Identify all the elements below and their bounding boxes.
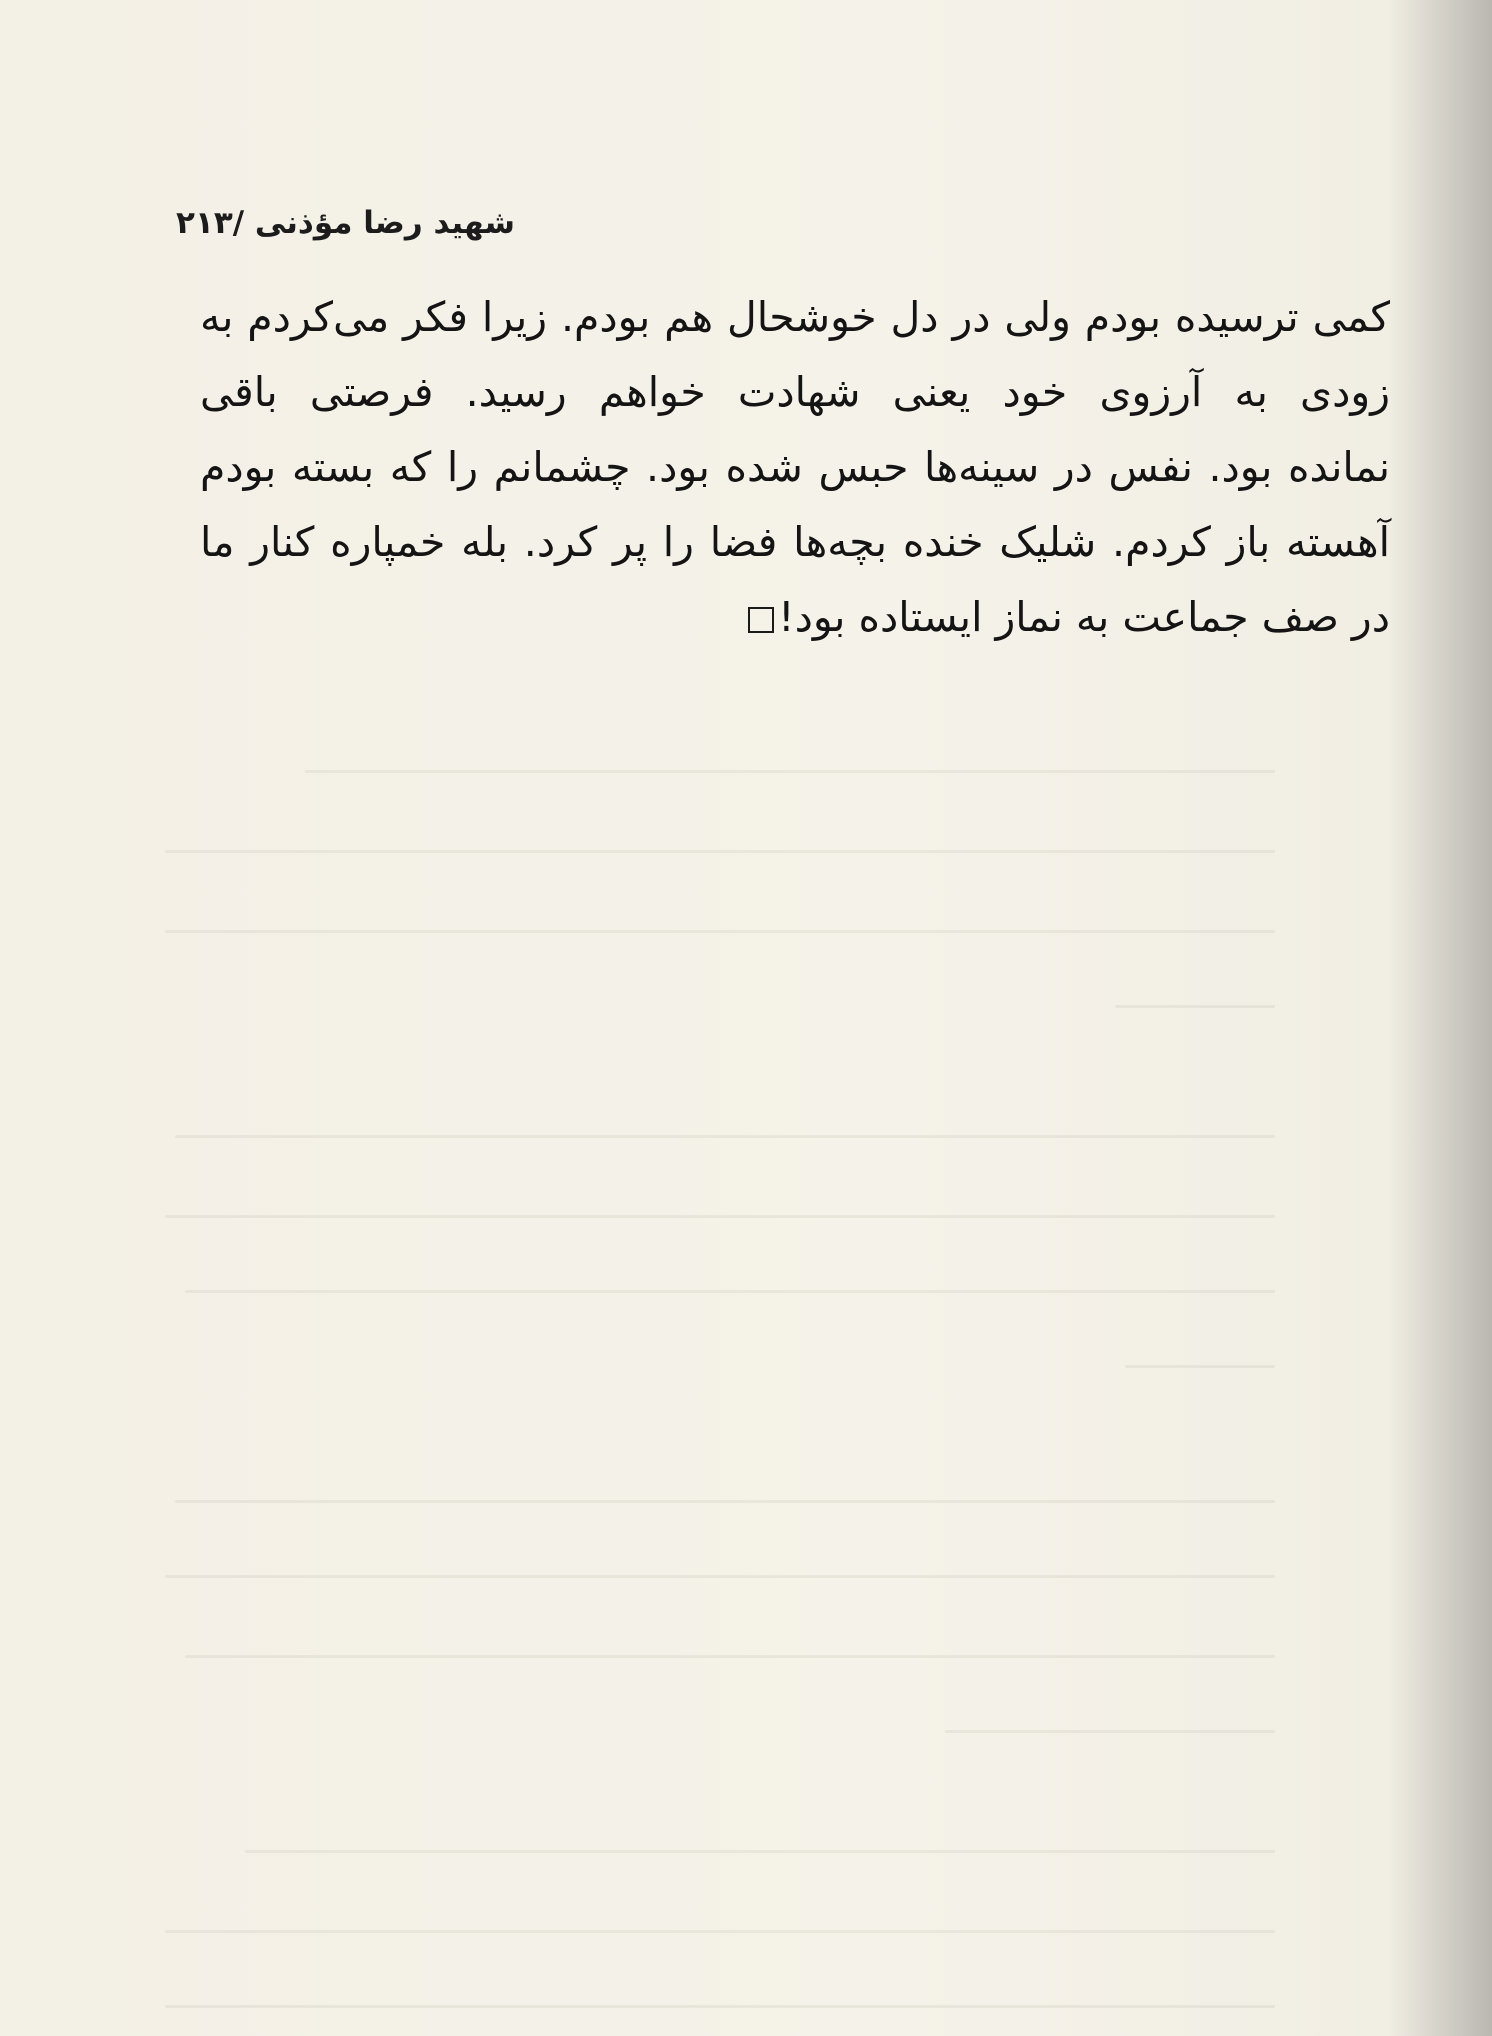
paragraph xyxy=(200,280,1390,655)
running-header: شهید رضا مؤذنی /۲۱۳ xyxy=(176,205,515,241)
end-of-section-square-icon xyxy=(748,607,774,633)
text-line-4: آهسته باز کردم. شلیک خنده بچه‌ها فضا را پر کرد. بله خمپاره کنار ما xyxy=(200,518,1390,566)
text-line-1: کمی ترسیده بودم ولی در دل خوشحال هم بودم. زیرا فکر می‌کردم به xyxy=(200,293,1390,341)
text-line-3: نمانده بود. نفس در سینه‌ها حبس شده بود. چشمانم را که بسته بودم xyxy=(200,443,1390,491)
text-line-5 xyxy=(200,580,1390,655)
text-line-2: زودی به آرزوی خود یعنی شهادت خواهم رسید. فرصتی باقی xyxy=(200,368,1390,416)
text-line-5-text: در صف جماعت به نماز ایستاده بود! xyxy=(778,593,1390,641)
show-through-text xyxy=(165,740,1385,2030)
